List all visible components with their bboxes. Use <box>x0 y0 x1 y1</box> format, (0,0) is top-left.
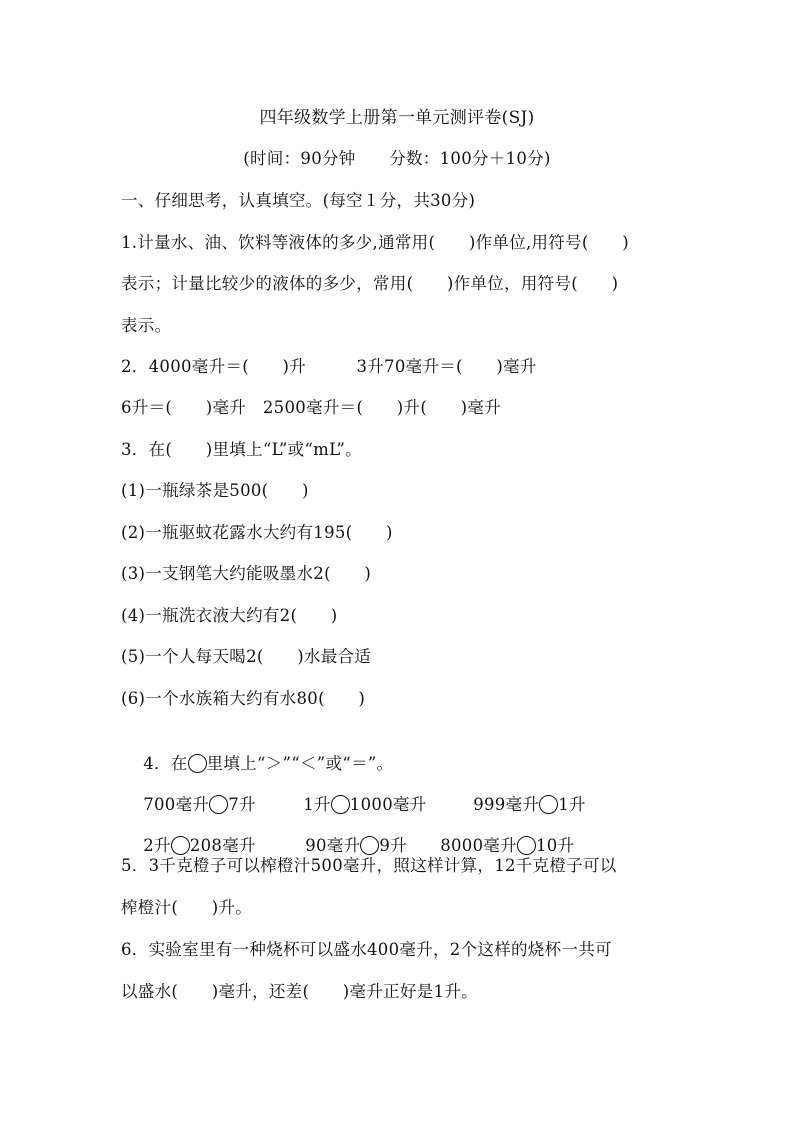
q4-stem-suffix: 里填上“＞”“＜”或“＝”。 <box>206 754 394 773</box>
q3-item: (4)一瓶洗衣液大约有2( ) <box>121 606 338 625</box>
compare-item: 8000毫升 10升 <box>440 836 575 855</box>
compare-circle-icon[interactable] <box>539 795 558 814</box>
page-title: 四年级数学上册第一单元测评卷(SJ) <box>259 108 535 128</box>
q2-line2: 6升＝( )毫升 2500毫升＝( )升( )毫升 <box>121 398 502 417</box>
compare-circle-icon[interactable] <box>209 795 228 814</box>
compare-item: 1升 1000毫升 <box>303 795 427 814</box>
q2-line1: 2．4000毫升＝( )升 3升70毫升＝( )毫升 <box>121 357 537 376</box>
q6-line2: 以盛水( )毫升，还差( )毫升正好是1升。 <box>121 982 478 1001</box>
compare-circle-icon[interactable] <box>331 795 350 814</box>
q1-line3: 表示。 <box>121 316 172 335</box>
q1-line2: 表示；计量比较少的液体的多少，常用( )作单位，用符号( ) <box>121 274 619 293</box>
q3-stem: 3．在( )里填上“L”或“mL”。 <box>121 440 362 459</box>
q5-line2: 榨橙汁( )升。 <box>121 898 253 917</box>
q3-item: (6)一个水族箱大约有水80( ) <box>121 689 366 708</box>
compare-circle-icon <box>188 754 207 773</box>
compare-item: 90毫升 9升 <box>305 836 407 855</box>
section-heading: 一、仔细思考，认真填空。(每空１分，共30分) <box>121 191 476 210</box>
q5-line1: 5．3千克橙子可以榨橙汁500毫升，照这样计算，12千克橙子可以 <box>121 856 617 875</box>
compare-circle-icon[interactable] <box>360 836 379 855</box>
q4-stem-prefix: 4．在 <box>143 754 188 773</box>
compare-circle-icon[interactable] <box>517 836 536 855</box>
q3-item: (5)一个人每天喝2( )水最合适 <box>121 647 372 666</box>
q3-item: (2)一瓶驱蚊花露水大约有195( ) <box>121 523 393 542</box>
time-score-info: (时间：90分钟 分数：100分＋10分) <box>243 149 551 168</box>
compare-circle-icon[interactable] <box>171 836 190 855</box>
q1-line1: 1.计量水、油、饮料等液体的多少,通常用( )作单位,用符号( ) <box>121 233 629 252</box>
compare-item: 2升 208毫升 <box>143 836 256 855</box>
compare-item: 999毫升 1升 <box>473 795 586 814</box>
q6-line1: 6．实验室里有一种烧杯可以盛水400毫升，2个这样的烧杯一共可 <box>121 940 612 959</box>
compare-item: 700毫升 7升 <box>143 795 256 814</box>
q3-item: (3)一支钢笔大约能吸墨水2( ) <box>121 564 372 583</box>
q3-item: (1)一瓶绿茶是500( ) <box>121 481 309 500</box>
